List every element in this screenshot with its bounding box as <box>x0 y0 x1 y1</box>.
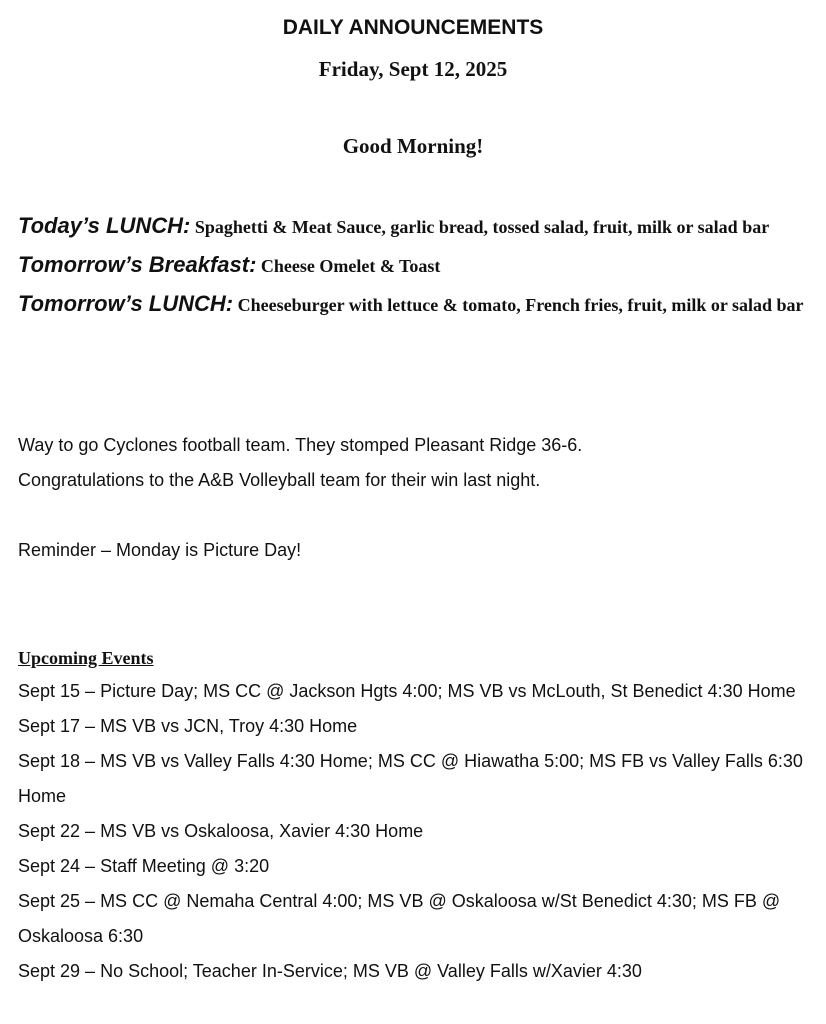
football-announcement: Way to go Cyclones football team. They stomped Pleasant Ridge 36-6. <box>18 435 583 455</box>
event-item: Sept 22 – MS VB vs Oskaloosa, Xavier 4:30 Home <box>18 821 424 841</box>
meal-text: Cheese Omelet & Toast <box>260 256 441 276</box>
meal-label: Tomorrow’s Breakfast: <box>18 252 257 277</box>
event-item: Sept 29 – No School; Teacher In-Service; MS VB @ Valley Falls w/Xavier 4:30 <box>18 961 642 981</box>
event-item: Sept 17 – MS VB vs JCN, Troy 4:30 Home <box>18 716 358 736</box>
meal-section <box>18 207 810 324</box>
meal-label: Today’s LUNCH: <box>18 213 191 238</box>
meal-text: Cheeseburger with lettuce & tomato, French fries, fruit, milk or salad bar <box>237 295 804 315</box>
todays-lunch <box>18 207 810 246</box>
events-list <box>18 674 810 989</box>
tomorrows-breakfast <box>18 246 810 285</box>
meal-label: Tomorrow’s LUNCH: <box>18 291 234 316</box>
event-item: Sept 24 – Staff Meeting @ 3:20 <box>18 856 270 876</box>
event-item: Sept 18 – MS VB vs Valley Falls 4:30 Home; MS CC @ Hiawatha 5:00; MS FB vs Valley Falls 6:30 Home <box>18 751 803 806</box>
events-heading: Upcoming Events <box>18 648 154 668</box>
page-title: DAILY ANNOUNCEMENTS <box>282 16 544 39</box>
picture-day-reminder: Reminder – Monday is Picture Day! <box>18 540 302 560</box>
event-item: Sept 15 – Picture Day; MS CC @ Jackson Hgts 4:00; MS VB vs McLouth, St Benedict 4:30 Home <box>18 681 796 701</box>
greeting: Good Morning! <box>342 134 484 158</box>
volleyball-announcement: Congratulations to the A&B Volleyball team for their win last night. <box>18 470 541 490</box>
date-line: Friday, Sept 12, 2025 <box>318 57 508 81</box>
event-item: Sept 25 – MS CC @ Nemaha Central 4:00; MS VB @ Oskaloosa w/St Benedict 4:30; MS FB @ Oskaloosa 6:30 <box>18 891 781 946</box>
meal-text: Spaghetti & Meat Sauce, garlic bread, tossed salad, fruit, milk or salad bar <box>194 217 770 237</box>
tomorrows-lunch <box>18 285 810 324</box>
